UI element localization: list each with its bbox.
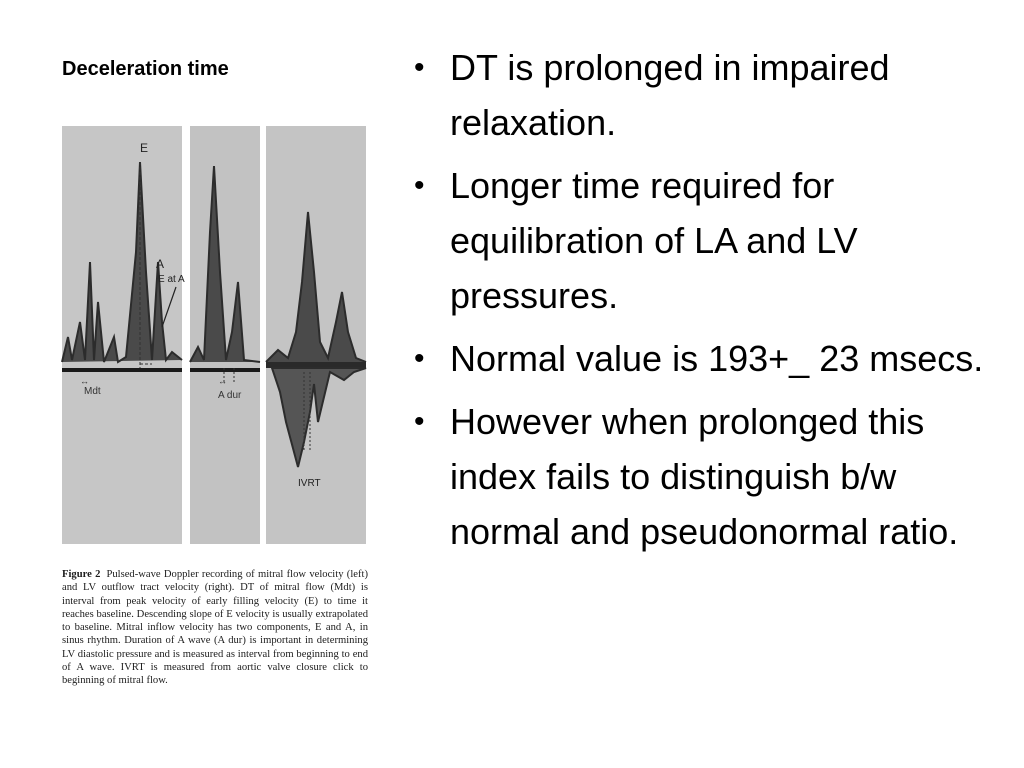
bullet-text: However when prolonged this index fails to distinguish b/w normal and pseudonormal ratio. <box>450 401 959 552</box>
bullet-item <box>412 158 1002 323</box>
mdt-arrow-icon: ↔ <box>80 376 89 386</box>
bullet-dot-icon: • <box>414 405 425 438</box>
bullet-dot-icon: • <box>414 169 425 202</box>
label-a-dur: A dur <box>218 390 242 401</box>
doppler-recording-image <box>58 122 370 562</box>
bullet-item <box>412 394 1002 559</box>
bullet-dot-icon: • <box>414 51 425 84</box>
bullet-item <box>412 331 1002 386</box>
baseline-left <box>62 368 182 372</box>
bullet-item <box>412 40 1002 150</box>
baseline-middle <box>190 368 260 372</box>
label-ivrt: IVRT <box>298 478 321 489</box>
bullet-text: DT is prolonged in impaired relaxation. <box>450 47 890 143</box>
bullet-text: Normal value is 193+_ 23 msecs. <box>450 338 984 379</box>
label-mdt: Mdt <box>84 386 101 397</box>
label-e: E <box>140 141 149 155</box>
label-a: A <box>156 257 165 271</box>
bullet-dot-icon: • <box>414 342 425 375</box>
bullet-text: Longer time required for equilibration of LA and LV pressures. <box>450 165 858 316</box>
figure-caption-text: Pulsed-wave Doppler recording of mitral flow velocity (left) and LV outflow tract velocity (right). DT of mitral flow (Mdt) is interval from peak velocity of early filling velocity (E) to time it reaches baseline. Descending slope of E velocity is usually extrapolated to baseline. Mitral inflow velocity has two components, E and A, in sinus rhythm. Duration of A wave (A dur) is important in determining LV diastolic pressure and is measured as interval from beginning to end of A wave. IVRT is measured from aortic valve closure click to beginning of mitral flow. <box>62 569 368 687</box>
label-e-at-a: E at A <box>158 274 185 285</box>
slide-title: Deceleration time <box>62 58 229 80</box>
a-dur-arrow-icon: ↔ <box>218 376 227 386</box>
figure-caption <box>62 568 368 688</box>
bullet-list <box>412 40 1002 567</box>
figure-caption-label: Figure 2 <box>62 569 101 580</box>
